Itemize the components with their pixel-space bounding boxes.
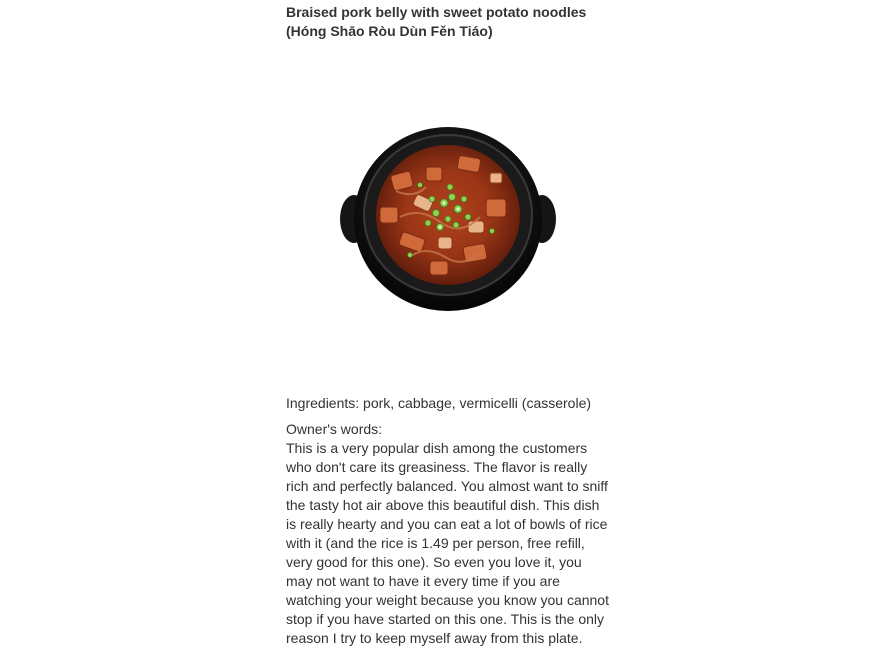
dish-article	[286, 0, 611, 648]
owner-words-label: Owner's words:	[286, 421, 383, 437]
ingredients-text: Ingredients: pork, cabbage, vermicelli (casserole)	[286, 395, 592, 411]
braised-pork-casserole-photo	[340, 127, 556, 315]
owner-words-text: This is a very popular dish among the customers who don't care its greasiness. The flavor is really rich and perfectly balanced. You almost want to sniff the tasty hot air above this beautiful dish. This dish is really hearty and you can eat a lot of bowls of rice with it (and the rice is 1.49 per person, free refill, very good for this one). So even you love it, you may not want to have it every time if you are watching your weight because you know you cannot stop if you have started on this one. This is the only reason I try to keep myself away from this plate.	[286, 440, 609, 646]
dish-image-container	[286, 41, 611, 393]
dish-title: Braised pork belly with sweet potato noodles (Hóng Shāo Ròu Dùn Fěn Tiáo)	[286, 4, 587, 39]
owner-words	[286, 420, 611, 648]
